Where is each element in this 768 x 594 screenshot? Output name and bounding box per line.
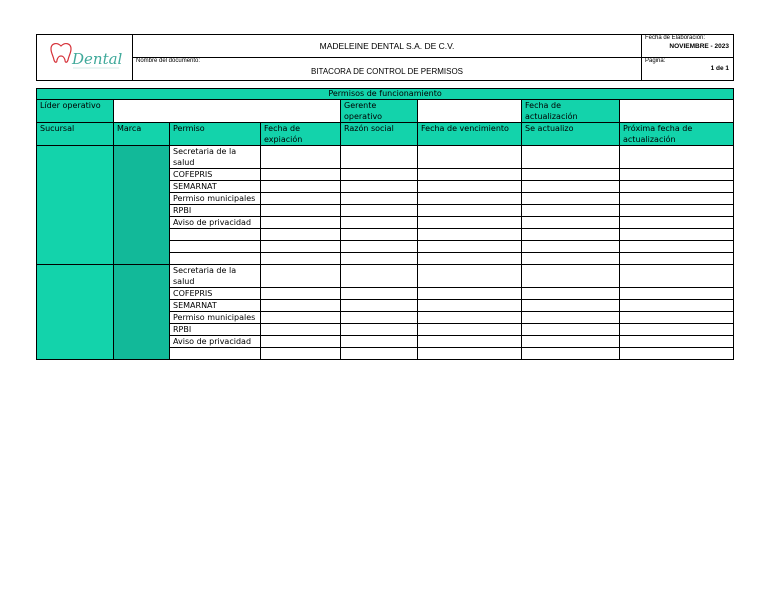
data-cell[interactable] (620, 169, 734, 181)
data-cell[interactable] (261, 169, 341, 181)
data-cell[interactable] (522, 229, 620, 241)
data-cell[interactable] (522, 288, 620, 300)
company-name: MADELEINE DENTAL S.A. DE C.V. (133, 35, 642, 58)
gerente-value[interactable] (418, 100, 522, 123)
fecha-actualizacion-value[interactable] (620, 100, 734, 123)
sucursal-cell[interactable] (37, 265, 114, 360)
data-cell[interactable] (261, 146, 341, 169)
elaboration-value: NOVIEMBRE - 2023 (669, 43, 729, 50)
page-value: 1 de 1 (710, 65, 729, 72)
data-cell[interactable] (341, 193, 418, 205)
data-cell[interactable] (620, 312, 734, 324)
data-cell[interactable] (261, 241, 341, 253)
data-cell[interactable] (522, 324, 620, 336)
column-header: Se actualizo (522, 123, 620, 146)
column-header: Razón social (341, 123, 418, 146)
data-cell[interactable] (261, 205, 341, 217)
elaboration-date (642, 35, 734, 58)
data-cell[interactable] (522, 312, 620, 324)
data-cell[interactable] (522, 253, 620, 265)
permiso-cell: SEMARNAT (170, 181, 261, 193)
data-cell[interactable] (261, 181, 341, 193)
data-cell[interactable] (341, 241, 418, 253)
gerente-label: Gerente operativo (341, 100, 418, 123)
data-cell[interactable] (522, 181, 620, 193)
document-name-label: Nombre del documento: (136, 58, 201, 64)
permiso-cell: Aviso de privacidad (170, 217, 261, 229)
column-header: Fecha de vencimiento (418, 123, 522, 146)
permits-table (36, 88, 734, 360)
data-cell[interactable] (261, 217, 341, 229)
lider-label: Líder operativo (37, 100, 114, 123)
column-header: Próxima fecha de actualización (620, 123, 734, 146)
data-cell[interactable] (261, 288, 341, 300)
data-cell[interactable] (261, 312, 341, 324)
logo-text: Dental (72, 50, 123, 68)
permiso-cell: Aviso de privacidad (170, 336, 261, 348)
data-cell[interactable] (620, 324, 734, 336)
data-cell[interactable] (620, 146, 734, 169)
data-cell[interactable] (620, 229, 734, 241)
data-cell[interactable] (418, 169, 522, 181)
permiso-cell: Permiso municipales (170, 193, 261, 205)
data-cell[interactable] (261, 348, 341, 360)
fecha-actualizacion-label: Fecha de actualización (522, 100, 620, 123)
data-cell[interactable] (620, 336, 734, 348)
data-cell[interactable] (341, 217, 418, 229)
tooth-logo-icon (37, 35, 131, 75)
data-cell[interactable] (261, 336, 341, 348)
data-cell[interactable] (341, 146, 418, 169)
column-header: Permiso (170, 123, 261, 146)
document-name-cell (133, 58, 642, 81)
data-cell[interactable] (341, 181, 418, 193)
data-cell[interactable] (341, 312, 418, 324)
data-cell[interactable] (418, 336, 522, 348)
data-cell[interactable] (522, 241, 620, 253)
data-cell[interactable] (418, 253, 522, 265)
document-header (36, 34, 734, 81)
data-cell[interactable] (341, 324, 418, 336)
data-cell[interactable] (522, 146, 620, 169)
data-cell[interactable] (418, 181, 522, 193)
page-cell (642, 58, 734, 81)
data-cell[interactable] (418, 229, 522, 241)
marca-cell[interactable] (114, 265, 170, 360)
column-header: Sucursal (37, 123, 114, 146)
permiso-cell (170, 229, 261, 241)
data-cell[interactable] (522, 205, 620, 217)
data-cell[interactable] (620, 241, 734, 253)
data-cell[interactable] (418, 265, 522, 288)
data-cell[interactable] (418, 217, 522, 229)
lider-value[interactable] (114, 100, 341, 123)
data-cell[interactable] (341, 169, 418, 181)
data-cell[interactable] (522, 169, 620, 181)
marca-cell[interactable] (114, 146, 170, 265)
data-cell[interactable] (522, 336, 620, 348)
permiso-cell: COFEPRIS (170, 288, 261, 300)
data-cell[interactable] (620, 265, 734, 288)
data-cell[interactable] (341, 265, 418, 288)
data-cell[interactable] (620, 217, 734, 229)
data-cell[interactable] (418, 241, 522, 253)
permiso-cell: Secretaria de la salud (170, 265, 261, 288)
data-cell[interactable] (418, 193, 522, 205)
data-cell[interactable] (418, 348, 522, 360)
elaboration-label: Fecha de Elaboración: (645, 35, 706, 41)
data-cell[interactable] (341, 300, 418, 312)
data-cell[interactable] (620, 193, 734, 205)
data-cell[interactable] (261, 324, 341, 336)
table-row (37, 265, 734, 288)
permiso-cell (170, 253, 261, 265)
table-banner: Permisos de funcionamiento (37, 89, 734, 100)
data-cell[interactable] (261, 265, 341, 288)
data-cell[interactable] (620, 348, 734, 360)
data-cell[interactable] (620, 205, 734, 217)
data-cell[interactable] (261, 300, 341, 312)
data-cell[interactable] (261, 229, 341, 241)
data-cell[interactable] (522, 193, 620, 205)
page-label: Pagina: (645, 58, 666, 64)
data-cell[interactable] (418, 300, 522, 312)
data-cell[interactable] (418, 312, 522, 324)
data-cell[interactable] (341, 205, 418, 217)
data-cell[interactable] (261, 193, 341, 205)
data-cell[interactable] (620, 288, 734, 300)
data-cell[interactable] (522, 300, 620, 312)
data-cell[interactable] (261, 253, 341, 265)
data-cell[interactable] (418, 146, 522, 169)
data-cell[interactable] (341, 348, 418, 360)
data-cell[interactable] (620, 253, 734, 265)
data-cell[interactable] (418, 205, 522, 217)
column-header: Marca (114, 123, 170, 146)
data-cell[interactable] (620, 300, 734, 312)
permiso-cell (170, 348, 261, 360)
data-cell[interactable] (418, 324, 522, 336)
data-cell[interactable] (341, 336, 418, 348)
column-header: Fecha de expiación (261, 123, 341, 146)
sucursal-cell[interactable] (37, 146, 114, 265)
permiso-cell: RPBI (170, 205, 261, 217)
data-cell[interactable] (620, 181, 734, 193)
permiso-cell: SEMARNAT (170, 300, 261, 312)
data-cell[interactable] (341, 253, 418, 265)
document-title: BITACORA DE CONTROL DE PERMISOS (310, 67, 464, 76)
data-cell[interactable] (418, 288, 522, 300)
logo (37, 35, 133, 81)
permiso-cell: COFEPRIS (170, 169, 261, 181)
data-cell[interactable] (341, 288, 418, 300)
data-cell[interactable] (522, 217, 620, 229)
permiso-cell (170, 241, 261, 253)
data-cell[interactable] (522, 348, 620, 360)
permiso-cell: RPBI (170, 324, 261, 336)
permiso-cell: Secretaria de la salud (170, 146, 261, 169)
data-cell[interactable] (341, 229, 418, 241)
data-cell[interactable] (522, 265, 620, 288)
permiso-cell: Permiso municipales (170, 312, 261, 324)
table-row (37, 146, 734, 169)
